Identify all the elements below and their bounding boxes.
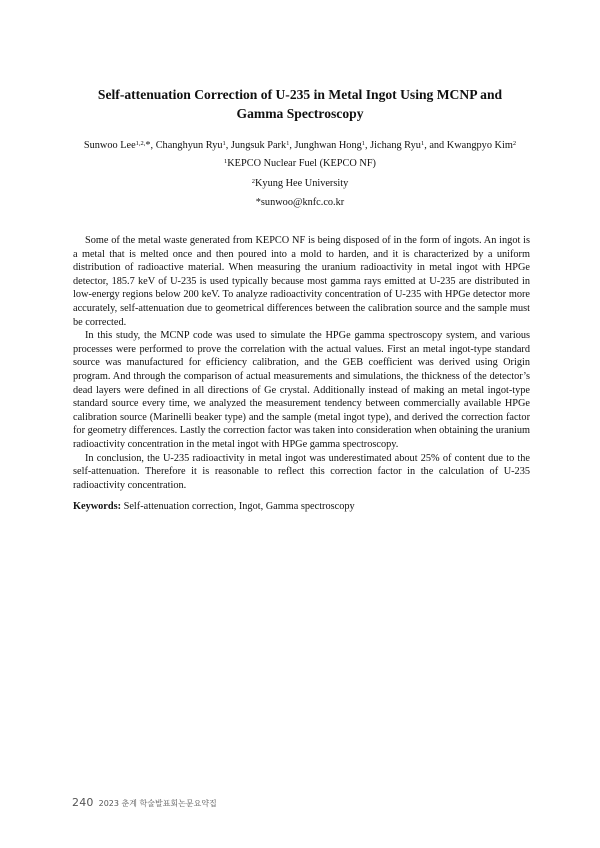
affiliation-name: Kyung Hee University xyxy=(255,178,349,189)
paragraph-conclusion: In conclusion, the U-235 radioactivity in metal ingot was underestimated about 25% of content due to the self-attenuation. Therefore it is reasonable to reflect this correction factor in the calculation of U-235 radioactivity concentration. xyxy=(73,452,530,491)
abstract-body xyxy=(73,234,530,492)
paragraph-method: In this study, the MCNP code was used to simulate the HPGe gamma spectroscopy system, and various processes were performed to prove the correlation with the actual values. First an metal ingot-type standard source was manufactured for efficiency calibration, and the GEB coefficient was derived using Origin program. And through the comparison of actual measurements and simulations, the thickness of the detector’s dead layers were defined in all directions of Ge crystal. Additionally instead of making an metal ingot-type standard source every time, we analyzed the measurement tendency between commercially available HPGe calibration source (Marinelli beaker type) and the sample (metal ingot type), and derived the correction factor for geometry differences. Lastly the correction factor was taken into consideration when obtaining the uranium radioactivity concentration in the metal ingot with HPGe gamma spectroscopy. xyxy=(73,330,531,450)
author-name: Sunwoo Lee xyxy=(83,140,136,151)
affiliation-2 xyxy=(40,177,560,191)
author-name: Kwangpyo Kim xyxy=(446,140,513,151)
author-affiliation-mark: 2 xyxy=(512,140,517,147)
title-line-1: Self-attenuation Correction of U-235 in Metal Ingot Using MCNP and xyxy=(97,87,503,102)
affiliation-mark: 2 xyxy=(251,178,255,185)
page-footer xyxy=(72,791,217,810)
affiliation-name: KEPCO Nuclear Fuel (KEPCO NF) xyxy=(227,158,376,169)
keywords-label: Keywords: xyxy=(73,501,122,512)
author-name: Jichang Ryu xyxy=(370,140,421,151)
author-separator: *, xyxy=(145,140,156,151)
author-affiliation-mark: 1 xyxy=(286,140,290,147)
author-separator: , xyxy=(289,140,295,151)
affiliation-mark: 1 xyxy=(224,158,228,165)
author-name: Jungsuk Park xyxy=(230,140,287,151)
keywords xyxy=(73,500,530,514)
author-affiliation-mark: 1 xyxy=(222,140,226,147)
author-separator: , xyxy=(365,140,371,151)
affiliation-1 xyxy=(40,157,560,171)
author-affiliation-mark: 1 xyxy=(361,140,365,147)
conference-name: 2023 춘계 학술발표회논문요약집 xyxy=(98,799,217,808)
author-separator: , xyxy=(225,140,231,151)
page-number: 240 xyxy=(72,796,94,809)
corresponding-email: *sunwoo@knfc.co.kr xyxy=(255,197,345,208)
author-list xyxy=(40,139,560,153)
author-name: Junghwan Hong xyxy=(294,140,362,151)
paper-title xyxy=(60,86,540,123)
author-name: Changhyun Ryu xyxy=(155,140,223,151)
author-affiliation-mark: 1 xyxy=(420,140,425,147)
keywords-text: Self-attenuation correction, Ingot, Gamma spectroscopy xyxy=(121,501,355,512)
paragraph-introduction: Some of the metal waste generated from KEPCO NF is being disposed of in the form of ingots. An ingot is a metal that is melted once and then poured into a mold to harden, and it is characterized by a uniform distribution of radioactive material. When measuring the uranium radioactivity in metal ingot with HPGe detector, 185.7 keV of U-235 is used typically because most gamma rays emitted at U-235 are distributed in low-energy regions below 200 keV. To analyze radioactivity concentration of U-235 with HPGe detector more accurately, self-attenuation due to geometrical differences between the calibration source and the sample must be corrected. xyxy=(73,235,530,328)
author-separator: , and xyxy=(424,140,447,151)
author-affiliation-mark: 1,2, xyxy=(135,140,146,147)
title-line-2: Gamma Spectroscopy xyxy=(236,105,364,121)
